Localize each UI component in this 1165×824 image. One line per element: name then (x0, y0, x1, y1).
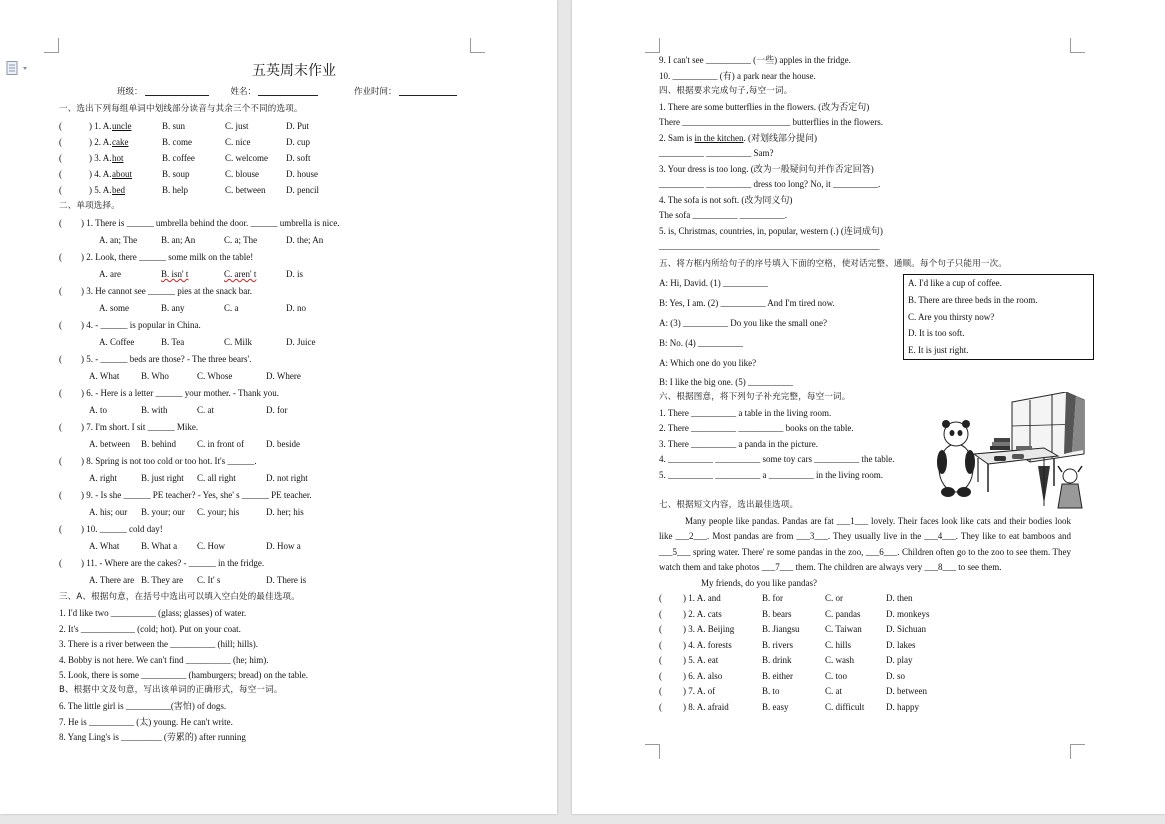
option-a: hot (112, 153, 124, 163)
answer-option: D. It is too soft. (908, 328, 965, 339)
answer-paren[interactable]: ( (659, 608, 662, 619)
section-5-area (659, 272, 1099, 390)
answer-paren[interactable]: ( (59, 388, 62, 398)
option-a: about (112, 169, 132, 179)
option-choice: C. your; his (197, 507, 240, 517)
question-number: ) 7. A. of (683, 686, 716, 696)
option-b: B. soup (162, 169, 190, 179)
section-7-question (659, 591, 1099, 607)
option-c: C. blouse (225, 169, 260, 179)
living-room-illustration (934, 392, 1094, 510)
answer-paren[interactable]: ( (59, 185, 62, 195)
option-d: D. cup (286, 137, 310, 147)
answer-paren[interactable]: ( (59, 524, 62, 534)
section-7-question (659, 669, 1099, 685)
option-c: C. hills (825, 639, 852, 650)
section-1-question (59, 118, 499, 134)
option-c: C. nice (225, 137, 251, 147)
option-choice: A. Coffee (99, 337, 135, 347)
option-choice: B. Who (141, 371, 169, 381)
option-choice: B. isn' t (161, 269, 189, 279)
option-choice: D. is (286, 269, 304, 279)
page-corner-mark (1070, 744, 1085, 759)
option-choice: C. It' s (197, 575, 221, 585)
section-3a-list (59, 605, 499, 683)
answer-paren[interactable]: ( (659, 686, 662, 696)
question-number: ) 1. A. and (683, 593, 721, 603)
underlined-phrase: in the kitchen (694, 132, 744, 143)
dialog-line: A: (3) __________ Do you like the small one? (659, 318, 827, 328)
option-choice: A. some (99, 303, 129, 313)
question-number: ) 1. A. (89, 121, 112, 131)
class-blank (145, 84, 209, 96)
section-7-question (659, 700, 1099, 716)
sentence-line: 2. Sam is in the kitchen. (对划线部分提问) (659, 132, 818, 143)
section-1-list (59, 118, 499, 198)
question-number: ) 4. A. (89, 169, 112, 179)
option-choice: B. your; our (141, 507, 185, 517)
option-choice: D. Juice (286, 337, 316, 347)
option-a: uncle (112, 121, 132, 131)
section-2-options (59, 538, 499, 555)
section-2-options (59, 334, 499, 351)
answer-paren[interactable]: ( (59, 137, 62, 147)
option-choice: B. just right (141, 473, 184, 483)
sentence-line: 3. Your dress is too long. (改为一般疑问句并作否定回答) (659, 163, 874, 174)
answer-paren[interactable]: ( (59, 422, 62, 432)
name-blank (258, 84, 318, 96)
option-choice: A. What (89, 541, 120, 551)
answer-paren[interactable]: ( (59, 286, 62, 296)
dialog-line: B: Yes, I am. (2) __________ And I'm tired now. (659, 298, 835, 308)
section-4-list (659, 100, 1099, 255)
option-choice: C. all right (197, 473, 236, 483)
picture-sentence: 1. There __________ a table in the living room. (659, 407, 832, 418)
option-c: C. at (825, 686, 842, 696)
option-d: D. between (886, 686, 927, 696)
section-7-list (659, 591, 1099, 715)
option-choice: A. are (99, 269, 121, 279)
document-icon[interactable] (6, 61, 32, 75)
option-b: B. easy (762, 701, 789, 712)
question-text: ) 5. - ______ beds are those? - The three bears'. (81, 354, 252, 364)
section-2-question (59, 283, 499, 300)
page-right (572, 0, 1165, 814)
option-d: D. play (886, 655, 913, 665)
fill-in-line: 1. I'd like two __________ (glass; glasses) of water. (59, 608, 247, 618)
sentence-line: There ________________________ butterflies in the flowers. (659, 117, 883, 127)
section-1-question (59, 150, 499, 166)
option-c: C. wash (825, 655, 854, 665)
option-d: D. Put (286, 121, 310, 131)
question-text: ) 9. - Is she ______ PE teacher? - Yes, she' s ______ PE teacher. (81, 490, 312, 500)
section-2-question (59, 385, 499, 402)
option-choice: D. beside (266, 439, 300, 449)
question-number: ) 2. A. cats (683, 608, 722, 619)
section-2-question (59, 521, 499, 538)
option-choice: B. What a (141, 541, 178, 551)
page-corner-mark (44, 38, 59, 53)
option-c: C. or (825, 593, 843, 603)
section-2-list (59, 215, 499, 589)
option-a: bed (112, 185, 125, 195)
section-4-title: 四、根据要求完成句子,每空一词。 (659, 86, 793, 96)
section-3b-list (59, 698, 499, 745)
section-1-title: 一、选出下列每组单词中划线部分读音与其余三个不同的选项。 (59, 104, 303, 114)
option-choice: D. Where (266, 371, 301, 381)
option-choice: D. How a (266, 541, 301, 551)
fill-in-line: 7. He is __________ (太) young. He can't write. (59, 716, 233, 727)
section-2-options (59, 232, 499, 249)
dialog-line: B: I like the big one. (5) __________ (659, 377, 793, 387)
sentence-line: __________ __________ Sam? (659, 148, 774, 158)
option-choice: B. an; An (161, 235, 196, 245)
option-c: C. pandas (825, 608, 861, 619)
option-choice: C. How (197, 541, 226, 551)
question-number: ) 3. A. Beijing (683, 624, 735, 634)
section-7-question (659, 638, 1099, 654)
option-choice: D. no (286, 303, 306, 313)
answer-paren[interactable]: ( (659, 701, 662, 712)
answer-paren[interactable]: ( (659, 593, 662, 603)
continued-lines (659, 53, 1099, 84)
option-d: D. pencil (286, 185, 319, 195)
answer-paren[interactable]: ( (659, 670, 662, 681)
dialog-line: A: Hi, David. (1) __________ (659, 278, 768, 288)
option-choice: B. with (141, 405, 168, 415)
question-number: ) 5. A. (89, 185, 112, 195)
option-b: B. drink (762, 655, 792, 665)
section-2-question (59, 249, 499, 266)
section-7-question (659, 653, 1099, 669)
option-c: C. welcome (225, 153, 268, 163)
option-choice: D. not right (266, 473, 308, 483)
option-choice: D. There is (266, 575, 307, 585)
sentence-line: The sofa __________ __________. (659, 210, 787, 220)
section-6-title: 六、根据图意，将下列句子补充完整，每空一词。 (659, 392, 851, 402)
dialog-line: A: Which one do you like? (659, 358, 757, 368)
option-choice: C. Milk (224, 337, 253, 347)
option-choice: A. to (89, 405, 107, 415)
question-text: ) 6. - Here is a letter ______ your mother. - Thank you. (81, 388, 280, 398)
option-b: B. Jiangsu (762, 624, 800, 634)
name-label: 姓名： (230, 87, 257, 97)
section-1-question (59, 182, 499, 198)
section-5-title: 五、将方框内所给句子的序号填入下面的空格，使对话完整、通顺。每个句子只能用一次。 (659, 258, 1008, 269)
option-d: D. then (886, 593, 913, 603)
option-d: D. happy (886, 701, 919, 712)
answer-option: C. Are you thirsty now? (908, 311, 995, 322)
option-c: C. Taiwan (825, 624, 862, 634)
option-choice: D. her; his (266, 507, 304, 517)
section-3-title: 三、A、根据句意，在括号中选出可以填入空白处的最佳选项。 (59, 592, 300, 602)
section-2-question (59, 555, 499, 572)
fill-in-line: 3. There is a river between the __________ (hill; hills). (59, 639, 259, 649)
option-choice: A. What (89, 371, 120, 381)
section-2-title: 二、单项选择。 (59, 201, 120, 211)
section-1-question (59, 166, 499, 182)
time-blank (399, 84, 457, 96)
question-text: ) 10. ______ cold day! (81, 524, 163, 534)
section-2-options (59, 436, 499, 453)
answer-options-box (903, 274, 1094, 360)
page-corner-mark (645, 38, 660, 53)
question-number: ) 2. A. (89, 137, 112, 147)
question-number: ) 8. A. afraid (683, 701, 729, 712)
page-corner-mark (645, 744, 660, 759)
answer-paren[interactable]: ( (59, 354, 62, 364)
fill-in-line: 8. Yang Ling's is _________ (劳累的) after running (59, 732, 246, 742)
option-b: B. rivers (762, 639, 793, 650)
picture-sentence: 5. __________ __________ a __________ in the living room. (659, 469, 883, 480)
option-choice: B. behind (141, 439, 176, 449)
class-label: 班级： (117, 87, 143, 97)
section-7-question (659, 622, 1099, 638)
section-3b-title: B、根据中文及句意，写出该单词的正确形式，每空一词。 (59, 684, 283, 695)
option-c: C. too (825, 670, 848, 681)
picture-sentence: 3. There __________ a panda in the picture. (659, 438, 819, 449)
option-d: D. Sichuan (886, 624, 926, 634)
answer-paren[interactable]: ( (59, 121, 62, 131)
answer-paren[interactable]: ( (59, 252, 62, 262)
question-text: ) 4. - ______ is popular in China. (81, 320, 201, 330)
section-2-question (59, 487, 499, 504)
question-text: ) 2. Look, there ______ some milk on the table! (81, 252, 254, 262)
dialog-line: B: No. (4) __________ (659, 338, 743, 348)
option-b: B. coffee (162, 153, 195, 163)
option-b: B. either (762, 670, 793, 681)
sentence-line: 5. is, Christmas, countries, in, popular, western (.) (连词成句) (659, 225, 883, 236)
answer-paren[interactable]: ( (659, 639, 662, 650)
answer-paren[interactable]: ( (659, 655, 662, 665)
sentence-line: 4. The sofa is not soft. (改为同义句) (659, 194, 793, 205)
option-choice: C. a (224, 303, 239, 313)
question-number: ) 4. A. forests (683, 639, 732, 650)
option-choice: A. right (89, 473, 117, 483)
right-page-content (659, 53, 1099, 715)
section-2-options (59, 470, 499, 487)
section-2-options (59, 504, 499, 521)
fill-in-line: 4. Bobby is not here. We can't find __________ (he; him). (59, 654, 269, 665)
sentence-line: 1. There are some butterflies in the flowers. (改为否定句) (659, 101, 870, 112)
option-choice: A. his; our (89, 507, 128, 517)
section-2-options (59, 300, 499, 317)
section-2-question (59, 351, 499, 368)
option-choice: D. for (266, 405, 288, 415)
option-d: D. so (886, 670, 906, 681)
option-choice: C. a; The (224, 235, 258, 245)
answer-paren[interactable]: ( (59, 558, 62, 568)
sentence-line: __________ __________ dress too long? No, it __________. (659, 179, 881, 189)
question-number: ) 6. A. also (683, 670, 723, 681)
section-7-title: 七、根据短文内容，选出最佳选项。 (659, 500, 799, 510)
student-info-row (59, 84, 499, 101)
answer-paren[interactable]: ( (59, 456, 62, 466)
option-b: B. for (762, 593, 783, 603)
option-choice: C. in front of (197, 439, 244, 449)
question-text: ) 1. There is ______ umbrella behind the door. ______ umbrella is nice. (81, 218, 340, 228)
page-corner-mark (470, 38, 485, 53)
section-2-question (59, 215, 499, 232)
section-2-question (59, 453, 499, 470)
section-2-options (59, 572, 499, 589)
answer-option: E. It is just right. (908, 345, 969, 356)
reading-passage: Many people like pandas. Pandas are fat ___1___ lovely. Their faces look like cats and their bodies look like ___2___. Most pandas are from ___3___. They usually live in the ___4___. They like to eat bamboos and ___5___ spring water. There' re some pandas in the zoo, ___6___. Children often go to the zoo to see them. They watch them and take photos ___7___ them. The children are always very ___8___ to see them. (659, 515, 1071, 572)
option-a: cake (112, 137, 129, 147)
option-choice: B. Tea (161, 337, 185, 347)
option-choice: D. the; An (286, 235, 324, 245)
page-left (0, 0, 557, 814)
option-d: D. lakes (886, 639, 916, 650)
question-number: ) 5. A. eat (683, 655, 719, 665)
question-number: ) 3. A. (89, 153, 112, 163)
question-text: ) 3. He cannot see ______ pies at the snack bar. (81, 286, 252, 296)
page-title: 五英周末作业 (252, 63, 336, 79)
answer-option: A. I'd like a cup of coffee. (908, 278, 1002, 288)
section-7-question (659, 684, 1099, 700)
answer-option: B. There are three beds in the room. (908, 294, 1038, 305)
passage-closing: My friends, do you like pandas? (701, 577, 817, 588)
fill-in-line: 9. I can't see __________ (一些) apples in the fridge. (659, 55, 851, 65)
option-c: C. just (225, 121, 249, 131)
question-text: ) 8. Spring is not too cold or too hot. It's ______. (81, 456, 257, 466)
section-2-question (59, 419, 499, 436)
left-page-content (59, 58, 499, 745)
option-b: B. sun (162, 121, 186, 131)
question-text: ) 7. I'm short. I sit ______ Mike. (81, 422, 199, 432)
answer-paren[interactable]: ( (59, 153, 62, 163)
section-7-question (659, 607, 1099, 623)
fill-in-line: 6. The little girl is __________(害怕) of dogs. (59, 701, 227, 711)
fill-in-line: 2. It's ____________ (cold; hot). Put on your coat. (59, 623, 241, 634)
fill-in-line: 10. __________ (有) a park near the house. (659, 70, 816, 81)
question-text: ) 11. - Where are the cakes? - ______ in the fridge. (81, 558, 265, 568)
option-d: D. monkeys (886, 608, 930, 619)
option-choice: C. aren' t (224, 269, 257, 279)
answer-paren[interactable]: ( (59, 320, 62, 330)
option-choice: B. They are (141, 575, 184, 585)
answer-paren[interactable]: ( (659, 624, 662, 634)
sentence-line: _________________________________________________ (659, 241, 880, 251)
option-d: D. house (286, 169, 318, 179)
answer-paren[interactable]: ( (59, 490, 62, 500)
option-d: D. soft (286, 153, 311, 163)
option-choice: A. between (89, 439, 130, 449)
section-2-options (59, 402, 499, 419)
option-b: B. come (162, 137, 192, 147)
option-b: B. to (762, 686, 780, 696)
section-6-area (659, 390, 1099, 498)
section-1-question (59, 134, 499, 150)
option-choice: A. There are (89, 575, 135, 585)
page-corner-mark (1070, 38, 1085, 53)
option-choice: C. Whose (197, 371, 233, 381)
fill-in-line: 5. Look, there is some __________ (hamburgers; bread) on the table. (59, 670, 309, 680)
answer-paren[interactable]: ( (59, 218, 62, 228)
section-2-options (59, 266, 499, 283)
option-choice: B. any (161, 303, 185, 313)
option-choice: A. an; The (99, 235, 138, 245)
section-2-options (59, 368, 499, 385)
option-choice: C. at (197, 405, 214, 415)
section-2-question (59, 317, 499, 334)
option-b: B. bears (762, 608, 792, 619)
option-b: B. help (162, 185, 188, 195)
answer-paren[interactable]: ( (59, 169, 62, 179)
picture-sentence: 4. __________ __________ some toy cars __________ the table. (659, 454, 895, 464)
time-label: 作业时间： (354, 87, 397, 97)
picture-sentence: 2. There __________ __________ books on the table. (659, 423, 854, 433)
option-c: C. difficult (825, 701, 865, 712)
option-c: C. between (225, 185, 266, 195)
